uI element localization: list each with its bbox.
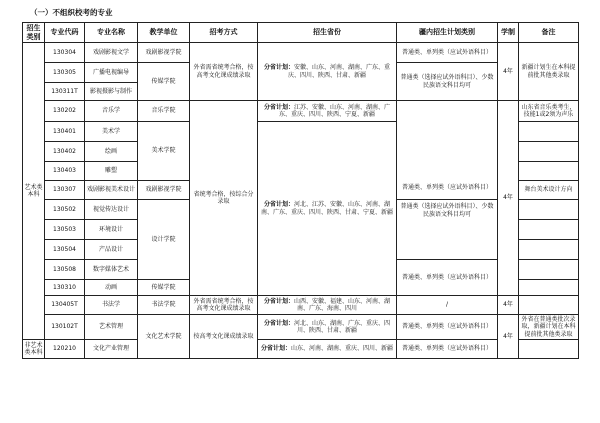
- table-row: [23, 101, 579, 122]
- major-code: 120210: [45, 340, 85, 359]
- admission-table: [22, 22, 579, 359]
- teaching-unit: 戏剧影视学院: [138, 43, 190, 63]
- teaching-unit: 文化艺术学院: [138, 315, 190, 359]
- major-name: 戏剧影视美术设计: [85, 181, 138, 200]
- note: [519, 220, 579, 240]
- major-name: 文化产业管理: [85, 340, 138, 359]
- header-code: 专业代码: [45, 23, 85, 43]
- provinces-prefix: 分省计划：: [263, 201, 294, 208]
- header-exam-method: 招考方式: [190, 23, 258, 43]
- major-code: 130307: [45, 181, 85, 200]
- major-code: 130502: [45, 200, 85, 220]
- provinces-list: 河北、山东、湖南、广东、重庆、四川、陕西、甘肃、新疆: [294, 319, 391, 334]
- major-name: 音乐学: [85, 101, 138, 122]
- provinces-cell: [258, 340, 397, 359]
- provinces-prefix: 分省计划：: [260, 345, 291, 353]
- major-name: 广播电视编导: [85, 63, 138, 83]
- xinjiang-plan: 普通类、单列类（应试外语科目）: [397, 315, 498, 340]
- duration: 4年: [498, 296, 519, 315]
- major-code: 130102T: [45, 315, 85, 340]
- teaching-unit: 美术学院: [138, 122, 190, 181]
- provinces-cell: [258, 43, 397, 101]
- major-name: 书法学: [85, 296, 138, 315]
- header-name: 专业名称: [85, 23, 138, 43]
- major-name: 戏剧影视文学: [85, 43, 138, 63]
- header-notes: 备注: [519, 23, 579, 43]
- major-name: 产品设计: [85, 240, 138, 260]
- teaching-unit: 传媒学院: [138, 280, 190, 296]
- major-name: 雕塑: [85, 162, 138, 181]
- table-row: [23, 296, 579, 315]
- duration: 4年: [498, 315, 519, 359]
- note: [519, 142, 579, 162]
- header-row: [23, 23, 579, 43]
- major-name: 环境设计: [85, 220, 138, 240]
- note: [519, 240, 579, 260]
- header-unit: 教学单位: [138, 23, 190, 43]
- major-name: 视觉传达设计: [85, 200, 138, 220]
- provinces-list: 安徽、山东、河南、湖南、广东、重庆、四川、陕西、甘肃、新疆: [287, 64, 391, 79]
- header-category: 招生类别: [23, 23, 45, 43]
- major-code: 130311T: [45, 83, 85, 101]
- exam-method: 按高考文化课成绩录取: [190, 315, 258, 359]
- major-code: 130304: [45, 43, 85, 63]
- major-code: 130402: [45, 142, 85, 162]
- major-name: 美术学: [85, 122, 138, 142]
- provinces-cell: [258, 315, 397, 340]
- teaching-unit: 戏剧影视学院: [138, 181, 190, 200]
- major-code: 130508: [45, 260, 85, 280]
- teaching-unit: 书法学院: [138, 296, 190, 315]
- teaching-unit: 音乐学院: [138, 101, 190, 122]
- major-name: 影视摄影与制作: [85, 83, 138, 101]
- duration: 4年: [498, 101, 519, 296]
- duration: 4年: [498, 43, 519, 101]
- note: [519, 122, 579, 142]
- provinces-list: 河北、江苏、安徽、山东、河南、湖南、广东、重庆、四川、陕西、甘肃、宁夏、新疆: [260, 201, 393, 216]
- major-name: 绘画: [85, 142, 138, 162]
- note: 新疆计划生在本科提前批其他类录取: [519, 43, 579, 101]
- major-code: 130310: [45, 280, 85, 296]
- major-code: 130504: [45, 240, 85, 260]
- exam-method: 外省需省统考合格，按高考文化课成绩录取: [190, 296, 258, 315]
- category-cell: 艺术类本科: [23, 43, 45, 340]
- provinces-prefix: 分省计划：: [263, 297, 294, 305]
- note: 舞台美术设计方向: [519, 181, 579, 200]
- table-row: [23, 340, 579, 359]
- note: [519, 340, 579, 359]
- teaching-unit: 传媒学院: [138, 63, 190, 101]
- major-code: 130503: [45, 220, 85, 240]
- xinjiang-plan: 普通类、单列类（应试外语科目）: [397, 43, 498, 63]
- provinces-prefix: 分省计划：: [263, 319, 294, 327]
- xinjiang-plan: 普通类、单列类（应试外语科目）: [397, 101, 498, 200]
- major-code: 130202: [45, 101, 85, 122]
- major-name: 动画: [85, 280, 138, 296]
- exam-method: 省统考合格，按综合分录取: [190, 101, 258, 296]
- note: [519, 162, 579, 181]
- header-provinces: 招生省份: [258, 23, 397, 43]
- exam-method: 外省需省统考合格，按高考文化课成绩录取: [190, 43, 258, 101]
- provinces-cell: [258, 101, 397, 122]
- note: 外省在普通类批次录取，新疆计划在本科提前批其他类录取: [519, 315, 579, 340]
- teaching-unit: 设计学院: [138, 200, 190, 280]
- note: [519, 296, 579, 315]
- note: 山东省音乐类考生，技能1或2须为声乐: [519, 101, 579, 122]
- major-code: 130401: [45, 122, 85, 142]
- provinces-prefix: 分省计划：: [263, 103, 294, 111]
- xinjiang-plan: /: [397, 296, 498, 315]
- note: [519, 260, 579, 280]
- provinces-cell: [258, 296, 397, 315]
- xinjiang-plan: 普通类、单列类（应试外语科目）: [397, 340, 498, 359]
- header-duration: 学制: [498, 23, 519, 43]
- major-name: 艺术管理: [85, 315, 138, 340]
- section-title: （一）不组织校考的专业: [30, 8, 113, 17]
- xinjiang-plan: 普通类、单列类（应试外语科目）: [397, 260, 498, 296]
- major-code: 130305: [45, 63, 85, 83]
- header-xinjiang-plan: 疆内招生计划类别: [397, 23, 498, 43]
- xinjiang-plan: 普通类（选择应试外语科目）、少数民族语文科目均可: [397, 63, 498, 101]
- major-code: 130405T: [45, 296, 85, 315]
- note: [519, 200, 579, 220]
- xinjiang-plan: 普通类（选择应试外语科目）、少数民族语文科目均可: [397, 200, 498, 260]
- provinces-prefix: 分省计划：: [263, 64, 294, 71]
- provinces-cell: [258, 122, 397, 296]
- table-row: [23, 43, 579, 63]
- major-code: 130403: [45, 162, 85, 181]
- provinces-list: 山东、河南、湖南、重庆、四川、新疆: [291, 345, 394, 353]
- table-row: [23, 315, 579, 340]
- note: [519, 280, 579, 296]
- major-name: 数字媒体艺术: [85, 260, 138, 280]
- provinces-list: 江苏、安徽、山东、河南、湖南、广东、重庆、四川、陕西、宁夏、新疆: [278, 103, 391, 118]
- category-cell: 非艺术类本科: [23, 340, 45, 359]
- provinces-list: 山西、安徽、福建、山东、河南、湖南、广东、海南、四川: [294, 297, 391, 312]
